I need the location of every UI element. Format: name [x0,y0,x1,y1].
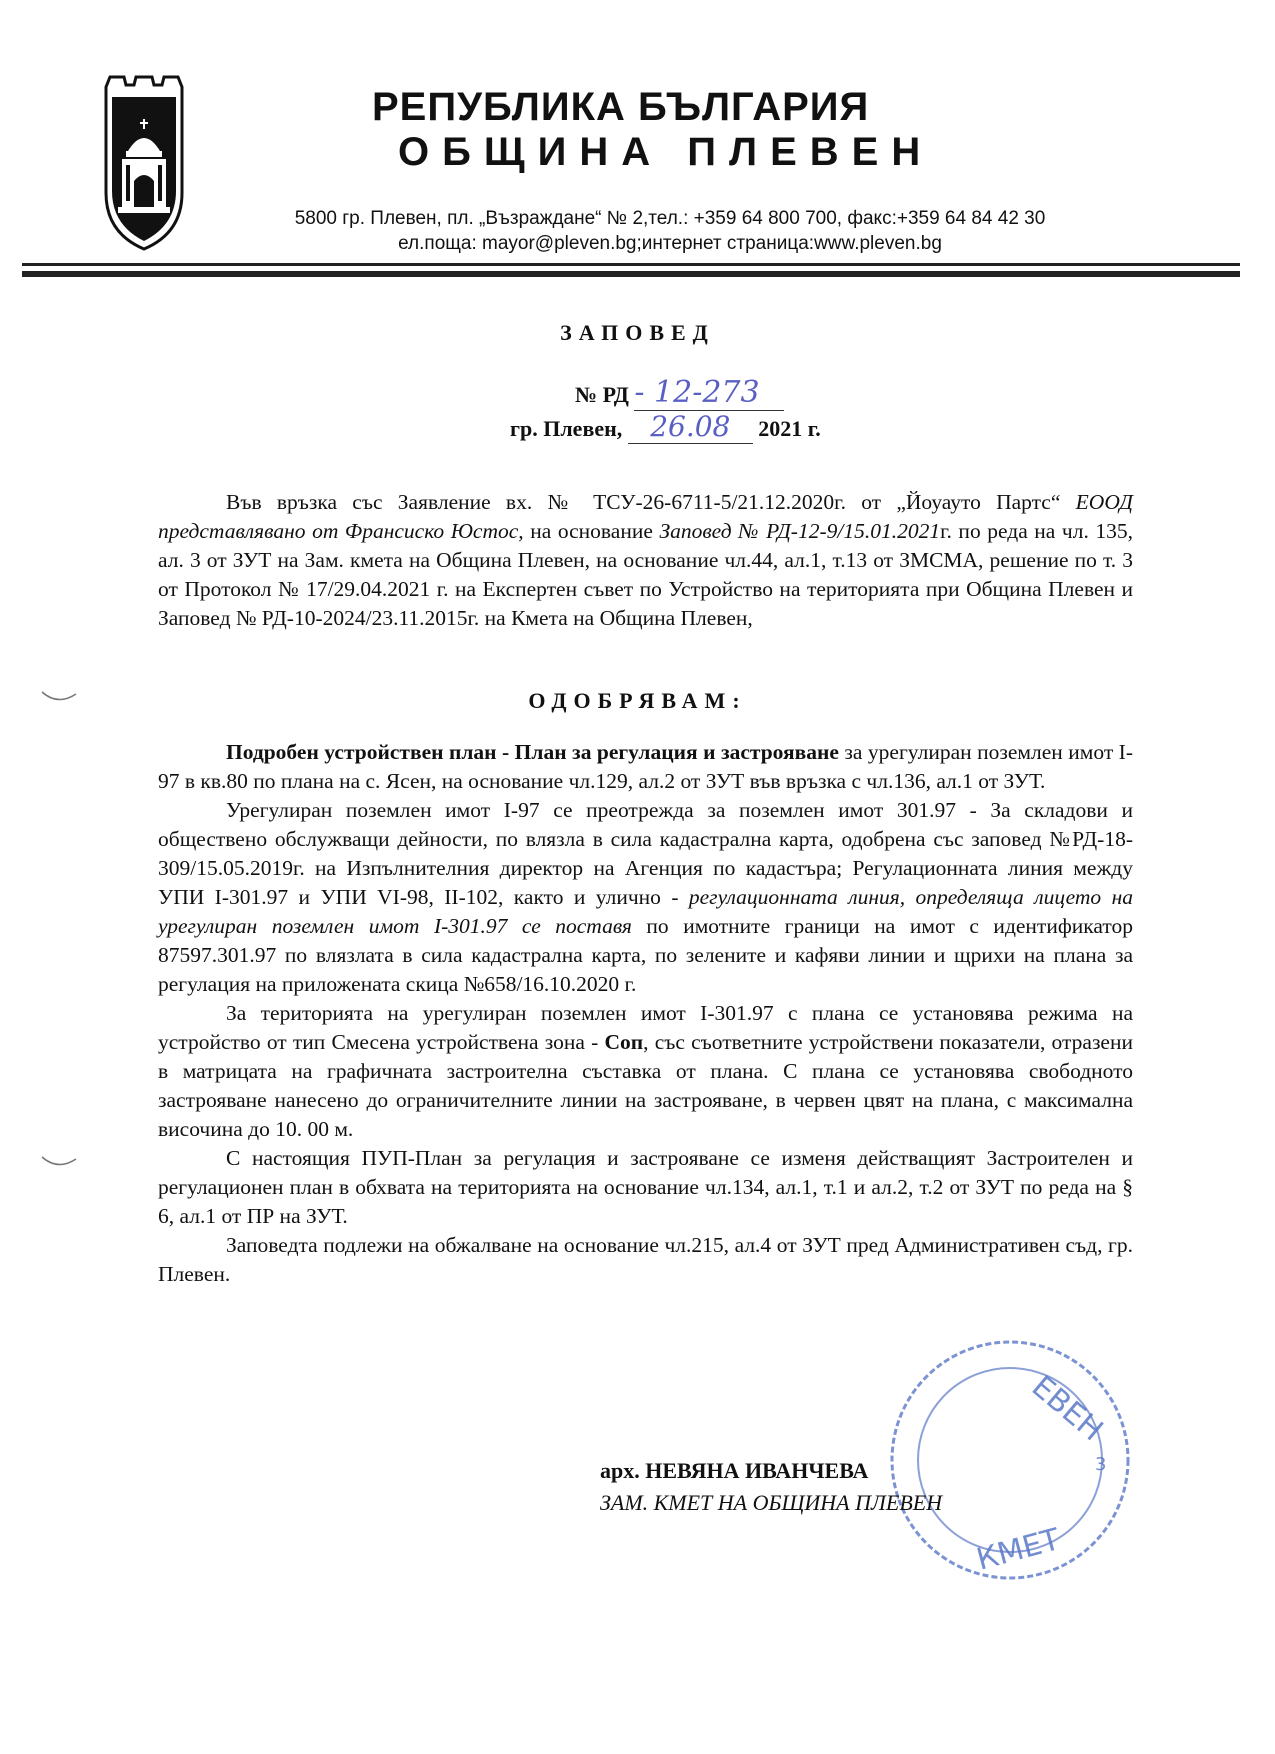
paragraph-5: Заповедта подлежи на обжалване на основание чл.215, ал.4 от ЗУТ пред Административен съд, гр. Плевен. [158,1233,1133,1286]
paragraph-2-text-a: Урегулиран поземлен имот I-97 се преотрежда за поземлен имот 301.97 - За складови и обществено обслужващи дейности, по влязла в сила кадастрална карта, одобрена със заповед №РД-18-309/15.05.2019г. на Изпълнителния директор на Агенция по кадастъра; Регулационната линия между УПИ I-301.97 и УПИ VI-98, II-102, както и улично - [158,798,1133,909]
intro-paragraph [158,488,1133,633]
intro-text-company: ЕООД представлявано от Франсиско Юстос, [158,490,1133,543]
intro-text-a: Във връзка със Заявление вх. № ТСУ-26-6711-5/21.12.2020г. от „Йоуауто Партс“ [226,490,1076,514]
paragraph-1 [158,738,1133,796]
document-number-label: № РД [575,382,629,407]
document-year: 2021 г. [758,416,821,441]
header-contact-line-2: ел.поща: mayor@pleven.bg;интернет страница:www.pleven.bg [398,233,942,254]
scan-mark-icon [40,1155,80,1171]
header-subtitle: ОБЩИНА ПЛЕВЕН [398,130,934,174]
scan-mark-icon [40,690,80,706]
paragraph-2-text-b: по имотните граници на имот с идентификатор 87597.301.97 по влязлата в сила кадастрална карта, по зелените и кафяви линии и щрихи на плана за регулация на приложената скица №658/16.10.2020 г. [158,914,1133,996]
paragraph-3-text-b: , със съответните устройствени показатели, отразени в матрицата на графичната застроителна съставка от плана. С плана се установява свободното застрояване нанесено до ограничителните линии на застрояване, в червен цвят на плана, с максимална височина до 10. 00 м. [158,1030,1133,1141]
paragraph-2-italic: регулационната линия, определяща лицето на урегулиран поземлен имот I-301.97 се поставя [158,885,1133,938]
paragraph-3-text-a: За територията на урегулиран поземлен имот I-301.97 с плана се установява режима на устройство от тип Смесена устройствена зона - [158,1001,1133,1054]
signatory-name: арх. НЕВЯНА ИВАНЧЕВА [600,1458,869,1483]
header-contact-line-1: 5800 гр. Плевен, пл. „Възраждане“ № 2,тел.: +359 64 800 700, факс:+359 64 84 42 30 [294,208,1046,229]
document-number-handwritten: - 12-273 [634,375,784,411]
document-place: гр. Плевен, [510,416,623,441]
intro-text-e: г. по реда на чл. 135, ал. 3 от ЗУТ на Зам. кмета на Община Плевен, на основание чл.44, ал.1, т.13 от ЗМСМА, решение по т. 3 от Протокол № 17/29.04.2021 г. на Експертен съвет по Устройство на територията при Община Плевен и Заповед № РД-10-2024/23.11.2015г. на Кмета на Община Плевен, [158,519,1133,630]
paragraph-2 [158,796,1133,999]
header-title: РЕПУБЛИКА БЪЛГАРИЯ [372,85,870,129]
signatory-position: ЗАМ. КМЕТ НА ОБЩИНА ПЛЕВЕН [600,1490,943,1515]
intro-text-c: на основание [523,519,660,543]
document-type: ЗАПОВЕД [560,320,715,345]
paragraph-4: С настоящия ПУП-План за регулация и застрояване се изменя действащият Застроителен и регулационен план в обхвата на територията на основание чл.134, ал.1, т.1 и ал.2, т.2 от ЗУТ по реда на § 6, ал.1 от ПР на ЗУТ. [158,1146,1133,1228]
pleven-coat-of-arms-icon [96,73,192,253]
header-divider-thick [22,271,1240,277]
paragraph-3-zone-code: Соп [604,1030,644,1054]
svg-text:3: 3 [1095,1454,1107,1475]
paragraph-1-bold: Подробен устройствен план - План за регулация и застрояване [226,740,839,764]
paragraph-3 [158,999,1133,1144]
document-number-line [575,375,784,411]
header-divider-thin [22,263,1240,266]
svg-text:ЕВЕН: ЕВЕН [1024,1369,1110,1449]
svg-text:КМЕТ: КМЕТ [973,1522,1064,1578]
document-date-handwritten: 26.08 [628,410,753,444]
intro-text-order: Заповед № РД-12-9/15.01.2021 [659,519,941,543]
approve-heading: ОДОБРЯВАМ: [528,688,747,713]
official-stamp-icon [880,1330,1140,1590]
order-body [158,738,1133,1289]
document-date-line [510,410,821,444]
paragraph-1-text: за урегулиран поземлен имот I-97 в кв.80 по плана на с. Ясен, на основание чл.129, ал.2 от ЗУТ във връзка с чл.136, ал.1 от ЗУТ. [158,740,1134,793]
